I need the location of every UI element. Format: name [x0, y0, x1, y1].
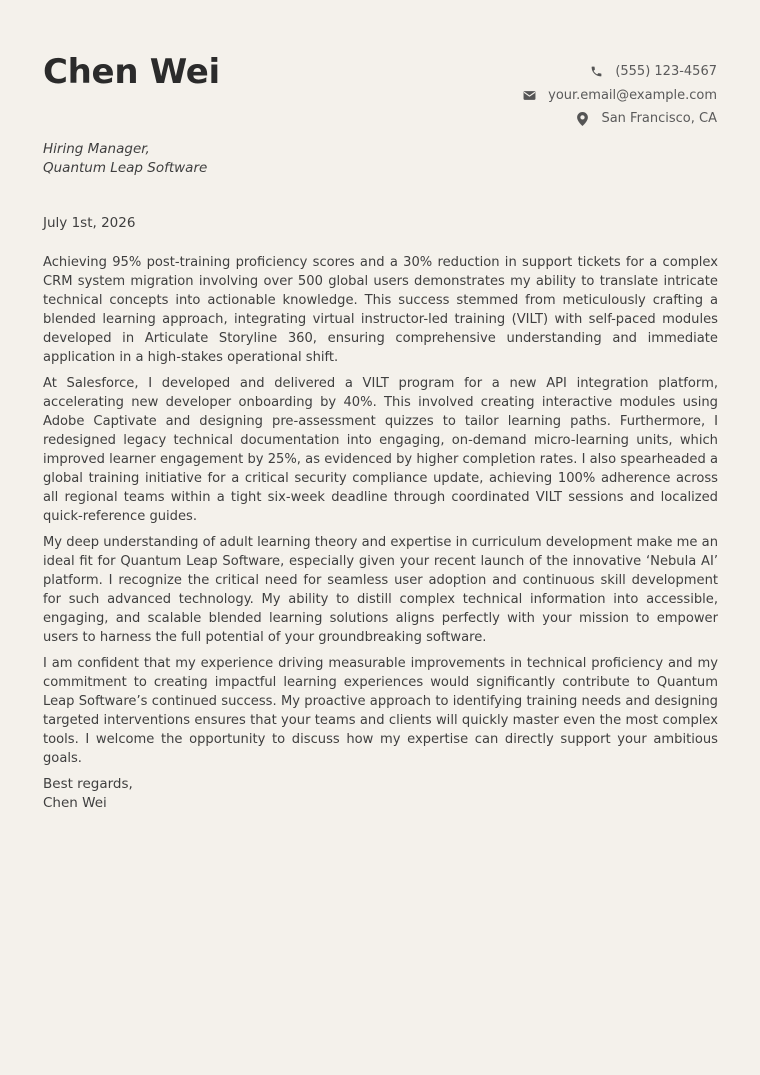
location-text: San Francisco, CA [601, 111, 717, 127]
closing-signature: Chen Wei [43, 795, 107, 811]
letter-body [43, 253, 718, 813]
phone-text[interactable]: (555) 123-4567 [615, 64, 717, 80]
envelope-icon [522, 88, 536, 102]
recipient-block [43, 140, 207, 178]
closing-salutation: Best regards, [43, 776, 133, 792]
phone-icon [589, 65, 603, 79]
letter-date: July 1st, 2026 [43, 215, 136, 231]
paragraph: My deep understanding of adult learning theory and expertise in curriculum development make me an ideal fit for Quantum Leap Software, especially given your recent launch of the innovative ‘Nebula AI’ platform. I recognize the critical need for seamless user adoption and continuous skill development for such advanced technology. My ability to distill complex technical information into accessible, engaging, and scalable blended learning solutions aligns perfectly with your mission to empower users to harness the full potential of your groundbreaking software. [43, 535, 718, 645]
paragraph: I am confident that my experience driving measurable improvements in technical proficiency and my commitment to creating impactful learning experiences would significantly contribute to Quantum Leap Software’s continued success. My proactive approach to identifying training needs and designing targeted interventions ensures that your teams and clients will quickly master even the most complex tools. I welcome the opportunity to discuss how my expertise can directly support your ambitious goals. [43, 656, 718, 766]
paragraph: Achieving 95% post-training proficiency scores and a 30% reduction in support tickets for a complex CRM system migration involving over 500 global users demonstrates my ability to translate intricate technical concepts into actionable knowledge. This success stemmed from meticulously crafting a blended learning approach, integrating virtual instructor-led training (VILT) with self-paced modules developed in Articulate Storyline 360, ensuring comprehensive understanding and immediate application in a high-stakes operational shift. [43, 255, 718, 365]
paragraph: At Salesforce, I developed and delivered a VILT program for a new API integration platform, accelerating new developer onboarding by 40%. This involved creating interactive modules using Adobe Captivate and designing pre-assessment quizzes to tailor learning paths. Furthermore, I redesigned legacy technical documentation into engaging, on-demand micro-learning units, which improved learner engagement by 25%, as evidenced by higher completion rates. I also spearheaded a global training initiative for a critical security compliance update, achieving 100% adherence across all regional teams within a tight six-week deadline through coordinated VILT sessions and localized quick-reference guides. [43, 376, 718, 524]
contact-phone-row [397, 60, 717, 84]
applicant-name: Chen Wei [43, 52, 220, 92]
email-text[interactable]: your.email@example.com [548, 87, 717, 103]
contact-email-row [397, 84, 717, 108]
recipient-title: Hiring Manager, [43, 141, 150, 157]
contact-location-row [397, 107, 717, 131]
recipient-company: Quantum Leap Software [43, 160, 208, 176]
contact-info [397, 60, 717, 131]
closing-block [43, 775, 718, 813]
location-pin-icon [575, 112, 589, 126]
